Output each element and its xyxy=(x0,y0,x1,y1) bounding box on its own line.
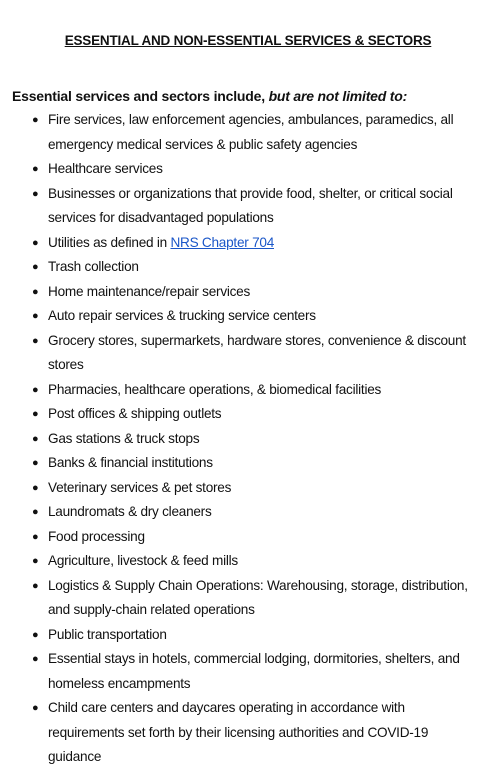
list-item-text: Businesses or organizations that provide food, shelter, or critical social services for disadvantaged populations xyxy=(48,185,453,225)
bullet-icon: ● xyxy=(32,579,39,592)
bullet-icon: ● xyxy=(32,236,39,249)
list-item xyxy=(32,329,484,378)
list-item-text: Logistics & Supply Chain Operations: Warehousing, storage, distribution, and supply-chain related operations xyxy=(48,577,468,617)
list-item xyxy=(32,402,484,427)
list-item-text: Child care centers and daycares operating in accordance with requirements set forth by their licensing authorities and COVID-19 guidance xyxy=(48,700,429,764)
bullet-icon: ● xyxy=(32,506,39,518)
list-item xyxy=(32,280,484,305)
list-item xyxy=(32,255,484,280)
list-item-text: Essential stays in hotels, commercial lodging, dormitories, shelters, and homeless encampments xyxy=(48,651,460,691)
list-item-text: Agriculture, livestock & feed mills xyxy=(48,553,238,568)
bullet-icon: ● xyxy=(32,261,39,273)
bullet-icon: ● xyxy=(32,702,39,714)
list-item-text: Food processing xyxy=(48,528,145,544)
list-item-text: Gas stations & truck stops xyxy=(48,430,200,446)
bullet-icon: ● xyxy=(32,555,39,567)
bullet-icon: ● xyxy=(32,628,39,641)
list-item-text: Fire services, law enforcement agencies, ambulances, paramedics, all emergency medical services & public safety agencies xyxy=(48,112,454,152)
list-item-text: Home maintenance/repair services xyxy=(48,283,251,299)
bullet-icon: ● xyxy=(32,530,39,543)
list-item xyxy=(32,549,484,574)
list-item-text: Pharmacies, healthcare operations, & biomedical facilities xyxy=(48,381,382,397)
bullet-icon: ● xyxy=(32,432,39,445)
bullet-icon: ● xyxy=(32,383,39,396)
intro-text xyxy=(12,88,484,104)
list-item-text: Banks & financial institutions xyxy=(48,455,213,470)
list-item-text: Veterinary services & pet stores xyxy=(48,479,232,495)
list-item xyxy=(32,696,484,770)
intro-prefix: Essential services and sectors include, xyxy=(12,88,269,104)
document-title: ESSENTIAL AND NON-ESSENTIAL SERVICES & SECTORS xyxy=(64,33,432,48)
list-item xyxy=(32,476,484,501)
list-item-text: Healthcare services xyxy=(48,161,163,176)
bullet-icon: ● xyxy=(32,187,39,200)
bullet-icon: ● xyxy=(32,408,39,420)
intro-emphasis: but are not limited to: xyxy=(268,88,408,104)
bullet-icon: ● xyxy=(32,310,39,322)
list-item-text: Utilities as defined in xyxy=(48,234,171,250)
list-item xyxy=(32,574,484,623)
bullet-icon: ● xyxy=(32,457,39,469)
bullet-icon: ● xyxy=(32,481,39,494)
list-item xyxy=(32,231,484,256)
list-item-text: Laundromats & dry cleaners xyxy=(48,504,212,519)
list-item xyxy=(32,623,484,648)
bullet-icon: ● xyxy=(32,285,39,298)
list-item-text: Auto repair services & trucking service centers xyxy=(48,308,316,323)
list-item-text: Public transportation xyxy=(48,626,167,642)
bullet-icon: ● xyxy=(32,114,39,126)
list-item xyxy=(32,500,484,525)
list-item xyxy=(32,427,484,452)
list-item xyxy=(32,451,484,476)
list-item xyxy=(32,182,484,231)
list-item-text: Grocery stores, supermarkets, hardware stores, convenience & discount stores xyxy=(48,332,466,372)
bullet-icon: ● xyxy=(32,653,39,665)
list-item-text: Post offices & shipping outlets xyxy=(48,406,222,421)
bullet-icon: ● xyxy=(32,163,39,175)
list-item xyxy=(32,378,484,403)
list-item xyxy=(32,304,484,329)
bullet-icon: ● xyxy=(32,334,39,347)
nrs-chapter-link[interactable]: NRS Chapter 704 xyxy=(170,234,274,250)
essential-services-list xyxy=(12,108,484,770)
list-item-text: Trash collection xyxy=(48,259,139,274)
list-item xyxy=(32,525,484,550)
list-item xyxy=(32,108,484,157)
list-item xyxy=(32,647,484,696)
list-item xyxy=(32,157,484,182)
